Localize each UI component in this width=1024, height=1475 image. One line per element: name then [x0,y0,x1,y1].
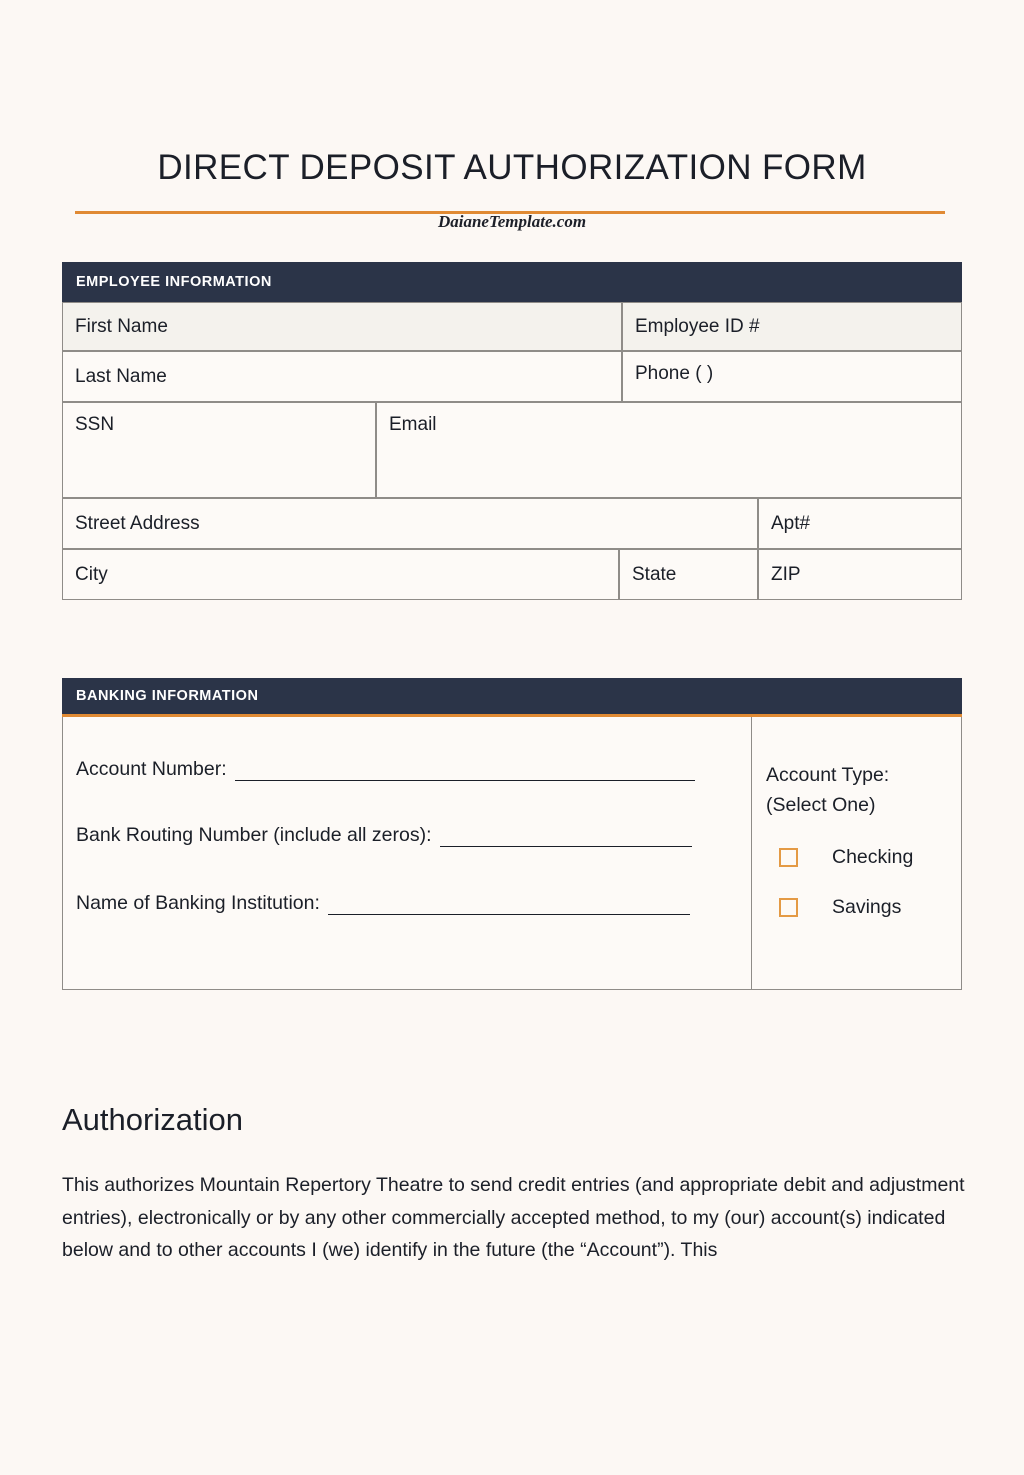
institution-name-input-line[interactable] [328,914,690,915]
field-institution-name-row[interactable] [76,892,690,915]
field-routing-number-row[interactable] [76,824,692,847]
field-institution-name-label: Name of Banking Institution: [76,892,320,914]
field-last-name[interactable]: Last Name [62,351,622,402]
checkbox-row-checking[interactable] [779,846,913,869]
field-account-number-row[interactable] [76,758,695,781]
account-number-input-line[interactable] [235,780,695,781]
checkbox-label-savings: Savings [832,896,902,918]
field-phone[interactable]: Phone ( ) [622,351,962,402]
authorization-section [62,1104,967,1267]
field-state[interactable]: State [619,549,758,600]
authorization-body-text: This authorizes Mountain Repertory Theatre to send credit entries (and appropriate debit and adjustment entries), electronically or by any other commercially accepted method, to my (our) account(s) indicated below and to other accounts I (we) identify in the future (the “Account”). This [62,1174,965,1261]
field-routing-number-label: Bank Routing Number (include all zeros): [76,824,432,846]
field-ssn[interactable]: SSN [62,402,376,498]
field-city[interactable]: City [62,549,619,600]
field-first-name[interactable]: First Name [62,302,622,351]
checkbox-icon-savings[interactable] [779,898,798,917]
checkbox-icon-checking[interactable] [779,848,798,867]
checkbox-row-savings[interactable] [779,896,901,919]
page-title: DIRECT DEPOSIT AUTHORIZATION FORM [157,148,867,187]
watermark-label: DaianeTemplate.com [437,212,587,231]
field-employee-id[interactable]: Employee ID # [622,302,962,351]
account-type-label-line1: Account Type: [766,764,890,786]
field-street-address[interactable]: Street Address [62,498,758,549]
field-zip[interactable]: ZIP [758,549,962,600]
field-account-number-label: Account Number: [76,758,227,780]
banking-section-header: BANKING INFORMATION [62,678,962,714]
banking-information-section [62,678,962,990]
employee-information-table [62,262,962,600]
routing-number-input-line[interactable] [440,846,692,847]
employee-section-header: EMPLOYEE INFORMATION [62,262,962,302]
account-type-label [766,760,889,820]
account-type-label-line2: (Select One) [766,794,876,816]
banking-vertical-divider [751,717,752,990]
authorization-heading: Authorization [62,1102,243,1137]
field-apt[interactable]: Apt# [758,498,962,549]
field-email[interactable]: Email [376,402,962,498]
checkbox-label-checking: Checking [832,846,914,868]
